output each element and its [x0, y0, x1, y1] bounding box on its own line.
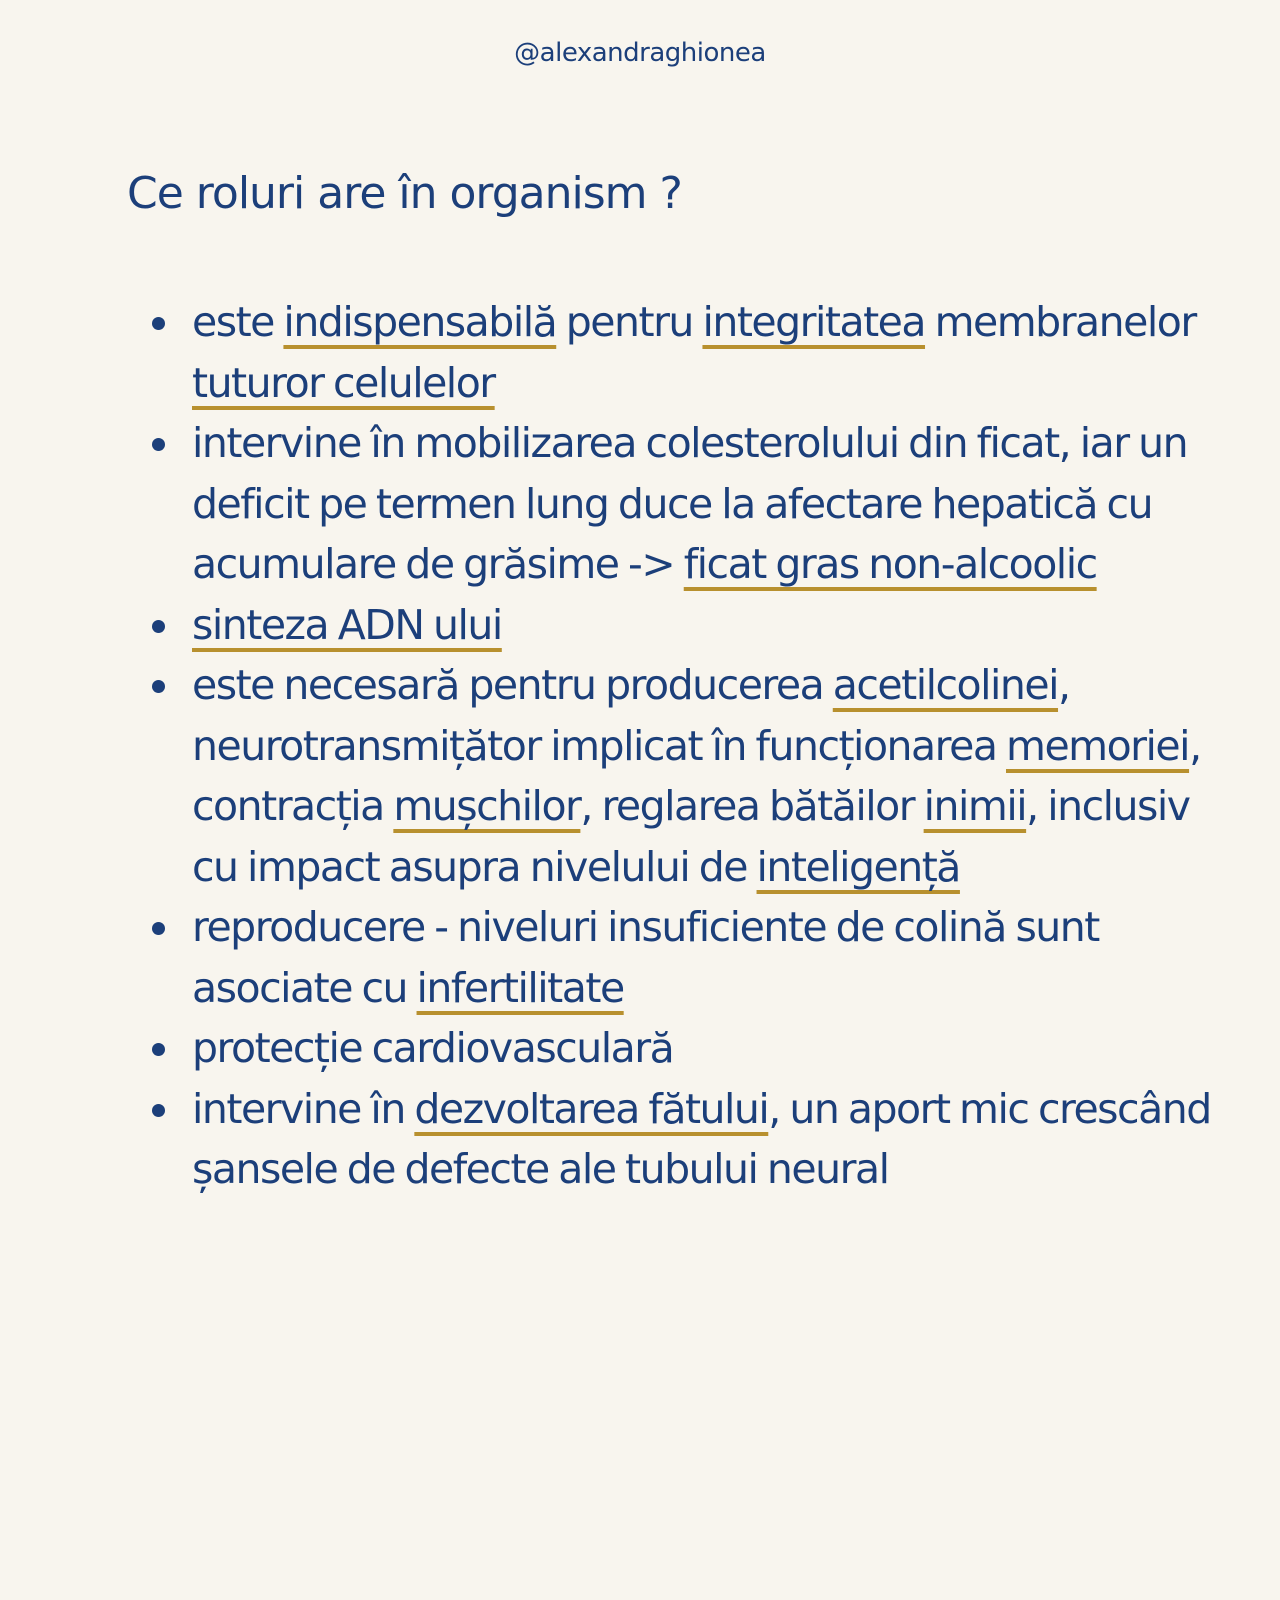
page-title: Ce roluri are în organism ? — [127, 168, 682, 219]
underlined-term: acetilcolinei — [832, 661, 1059, 709]
text-segment: membranelor — [925, 298, 1206, 346]
bullet-icon — [152, 317, 165, 330]
text-segment: protecție cardiovasculară — [192, 1024, 674, 1072]
list-item — [192, 292, 1232, 413]
underlined-term: dezvoltarea fătului — [414, 1084, 769, 1133]
list-item — [192, 1079, 1232, 1200]
text-segment: intervine în — [192, 1084, 415, 1133]
underlined-term: tuturor celulelor — [192, 358, 495, 407]
underlined-term: inteligență — [756, 842, 960, 891]
text-segment: , reglarea bătăilor — [580, 782, 924, 830]
underlined-term: ficat gras non-alcoolic — [683, 540, 1097, 588]
list-item — [192, 655, 1232, 897]
text-segment: intervine în mobilizarea colesterolului din ficat, iar un deficit pe termen lung duce la afectare hepatică cu acumulare de grăsime -> — [192, 419, 1197, 588]
text-segment: este — [192, 298, 284, 346]
text-segment: , neurotransmițător implicat în funcționarea — [192, 661, 1080, 770]
list-item — [192, 413, 1232, 595]
bullet-icon — [152, 680, 165, 693]
list-item — [192, 595, 1232, 656]
text-segment: este necesară pentru producerea — [192, 661, 833, 709]
bullet-icon — [152, 620, 165, 633]
list-item — [192, 897, 1232, 1018]
underlined-term: inimii — [923, 782, 1027, 830]
text-segment: , contracția — [192, 721, 1211, 830]
underlined-term: infertilitate — [416, 963, 624, 1012]
underlined-term: integritatea — [702, 298, 926, 346]
text-segment: reproducere - niveluri insuficiente de colină sunt asociate cu — [192, 903, 1109, 1012]
text-segment: , un aport mic crescând șansele de defecte ale tubului neural — [192, 1084, 1221, 1193]
underlined-term: memoriei — [1006, 721, 1190, 770]
bullet-icon — [152, 438, 165, 451]
underlined-term: indispensabilă — [283, 298, 557, 346]
bullet-icon — [152, 922, 165, 935]
roles-list — [192, 292, 1232, 1200]
bullet-icon — [152, 1043, 165, 1056]
underlined-term: mușchilor — [393, 782, 581, 830]
author-handle: @alexandraghionea — [514, 38, 766, 68]
underlined-term: sinteza ADN ului — [192, 600, 502, 649]
list-item — [192, 1018, 1232, 1079]
text-segment: , inclusiv cu impact asupra nivelului de — [192, 782, 1200, 891]
text-segment: pentru — [556, 298, 703, 346]
bullet-icon — [152, 1104, 165, 1117]
